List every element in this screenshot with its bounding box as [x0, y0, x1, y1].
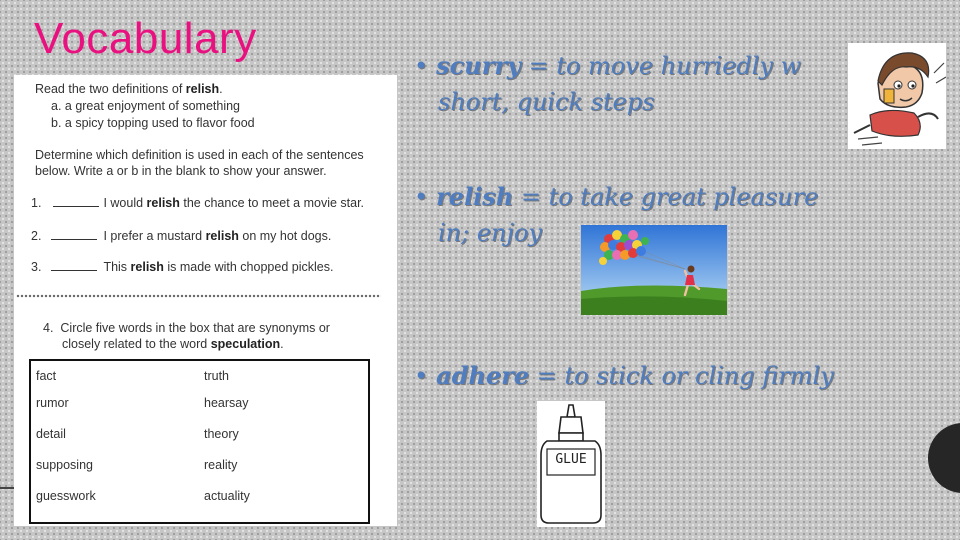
definition-adhere: • adhere = to stick or cling firmly [414, 361, 834, 390]
word-cell: actuality [204, 489, 250, 503]
running-man-image [848, 43, 946, 149]
decorative-circle [928, 423, 960, 493]
definition-scurry: • scurry = to move hurriedly w short, quick steps [414, 51, 802, 116]
glue-bottle-image [537, 401, 605, 527]
word-cell: detail [36, 427, 66, 441]
instructions-line-1: Determine which definition is used in each of the sentences [35, 148, 364, 162]
word-cell: fact [36, 369, 57, 383]
question-2: 2. I prefer a mustard relish on my hot dogs. [31, 229, 332, 243]
word-box [29, 359, 370, 524]
answer-blank-2 [51, 239, 97, 240]
balloons-photo [581, 225, 727, 315]
word-cell: theory [204, 427, 239, 441]
question-4-line-1: 4. Circle five words in the box that are synonyms or [43, 321, 330, 335]
left-rule [0, 487, 14, 489]
word-cell: guesswork [36, 489, 96, 503]
page-title: Vocabulary [34, 14, 257, 63]
running-man-icon [848, 43, 946, 149]
instructions-line-2: below. Write a or b in the blank to show your answer. [35, 164, 327, 178]
answer-blank-1 [53, 206, 99, 207]
answer-blank-3 [51, 270, 97, 271]
word-cell: rumor [36, 396, 69, 410]
question-1: 1. I would relish the chance to meet a movie star. [31, 196, 365, 210]
definition-relish: • relish = to take great pleasure in; enjoy [414, 182, 819, 247]
question-4-line-2: closely related to the word speculation. [62, 337, 284, 351]
dotted-divider [16, 294, 381, 298]
word-cell: reality [204, 458, 238, 472]
question-3: 3. This relish is made with chopped pickles. [31, 260, 334, 274]
word-cell: truth [204, 369, 230, 383]
word-cell: hearsay [204, 396, 249, 410]
glue-label: GLUE [555, 452, 587, 467]
balloons-icon [581, 225, 727, 315]
definition-a: a. a great enjoyment of something [51, 99, 241, 113]
worksheet-intro: Read the two definitions of relish. [35, 82, 223, 96]
definition-b: b. a spicy topping used to flavor food [51, 116, 255, 130]
relish-worksheet-image [14, 75, 397, 526]
word-cell: supposing [36, 458, 93, 472]
